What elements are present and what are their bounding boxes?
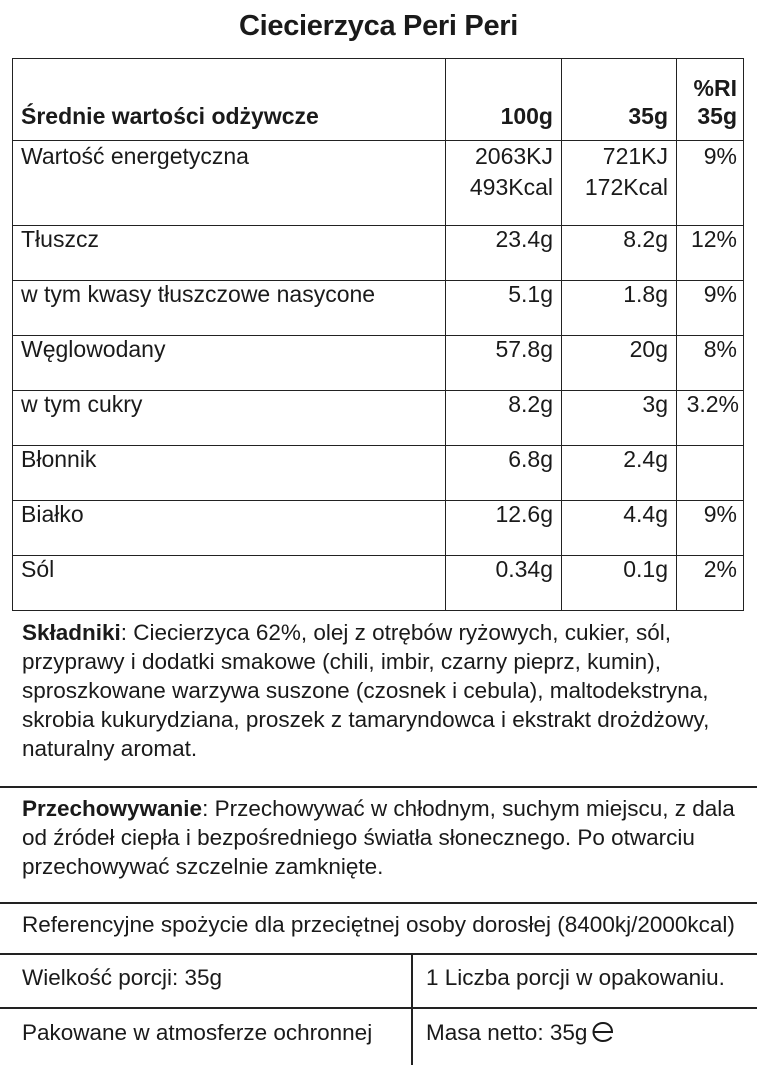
value-35g: 2.4g [562,446,677,501]
storage-label: Przechowywanie [22,796,203,821]
header-per-100g: 100g [446,59,562,141]
divider [0,953,757,955]
divider [0,1007,757,1009]
nutrient-name: w tym cukry [13,391,446,446]
value-ri: 8% [677,336,744,391]
value-ri: 9% [677,501,744,556]
value-35g: 4.4g [562,501,677,556]
portion-size: Wielkość porcji: 35g [22,965,223,990]
value-ri: 3.2% [677,391,744,446]
value-100g: 6.8g [446,446,562,501]
nutrient-name: Węglowodany [13,336,446,391]
storage-text: : Przechowywać w chłodnym, suchym miejscu, z dala od źródeł ciepła i bezpośredniego światła słonecznego. Po otwarciu przechowywać szczelnie zamknięte. [22,796,735,879]
table-row [13,226,744,281]
value-35g: 0.1g [562,556,677,611]
value-ri [677,446,744,501]
table-row [13,391,744,446]
value-ri: 2% [677,556,744,611]
storage-section [0,794,757,881]
header-per-35g: 35g [562,59,677,141]
ingredients-section [0,618,757,763]
value-ri: 9% [677,281,744,336]
nutrient-name: Tłuszcz [13,226,446,281]
nutrient-name: w tym kwasy tłuszczowe nasycone [13,281,446,336]
value-100g: 0.34g [446,556,562,611]
nutrient-name: Wartość energetyczna [13,141,446,226]
nutrition-table [12,58,744,611]
column-divider [411,953,413,1065]
e-mark-icon [591,1021,615,1049]
value-35g: 3g [562,391,677,446]
ingredients-text: : Ciecierzyca 62%, olej z otrębów ryżowych, cukier, sól, przyprawy i dodatki smakowe (chili, imbir, czarny pieprz, kumin), sproszkowane warzywa suszone (czosnek i cebula), maltodekstryna, skrobia kukurydziana, proszek z tamaryndowca i ekstrakt drożdżowy, naturalny aromat. [22,620,710,761]
table-row [13,501,744,556]
ingredients-label: Składniki [22,620,121,645]
portions-count: 1 Liczba porcji w opakowaniu. [426,965,725,990]
product-title: Ciecierzyca Peri Peri [238,10,519,42]
value-100g: 23.4g [446,226,562,281]
value-ri: 9% [677,141,744,226]
value-35g: 8.2g [562,226,677,281]
header-ri: %RI 35g [677,59,744,141]
value-ri: 12% [677,226,744,281]
table-header-row [13,59,744,141]
protective-atmosphere-note: Pakowane w atmosferze ochronnej [22,1020,373,1045]
table-row [13,141,744,226]
value-100g: 2063KJ 493Kcal [446,141,562,226]
table-row [13,446,744,501]
divider [0,786,757,788]
value-35g: 20g [562,336,677,391]
nutrient-name: Sól [13,556,446,611]
nutrient-name: Białko [13,501,446,556]
value-100g: 8.2g [446,391,562,446]
value-35g: 1.8g [562,281,677,336]
net-weight-text: Masa netto: 35g [426,1020,588,1045]
net-weight [426,1020,615,1049]
value-35g: 721KJ 172Kcal [562,141,677,226]
table-row [13,556,744,611]
value-100g: 57.8g [446,336,562,391]
value-100g: 12.6g [446,501,562,556]
table-row [13,281,744,336]
reference-intake-note: Referencyjne spożycie dla przeciętnej osoby dorosłej (8400kj/2000kcal) [22,912,735,937]
divider [0,902,757,904]
table-row [13,336,744,391]
value-100g: 5.1g [446,281,562,336]
header-nutrient-label: Średnie wartości odżywcze [13,59,446,141]
nutrient-name: Błonnik [13,446,446,501]
